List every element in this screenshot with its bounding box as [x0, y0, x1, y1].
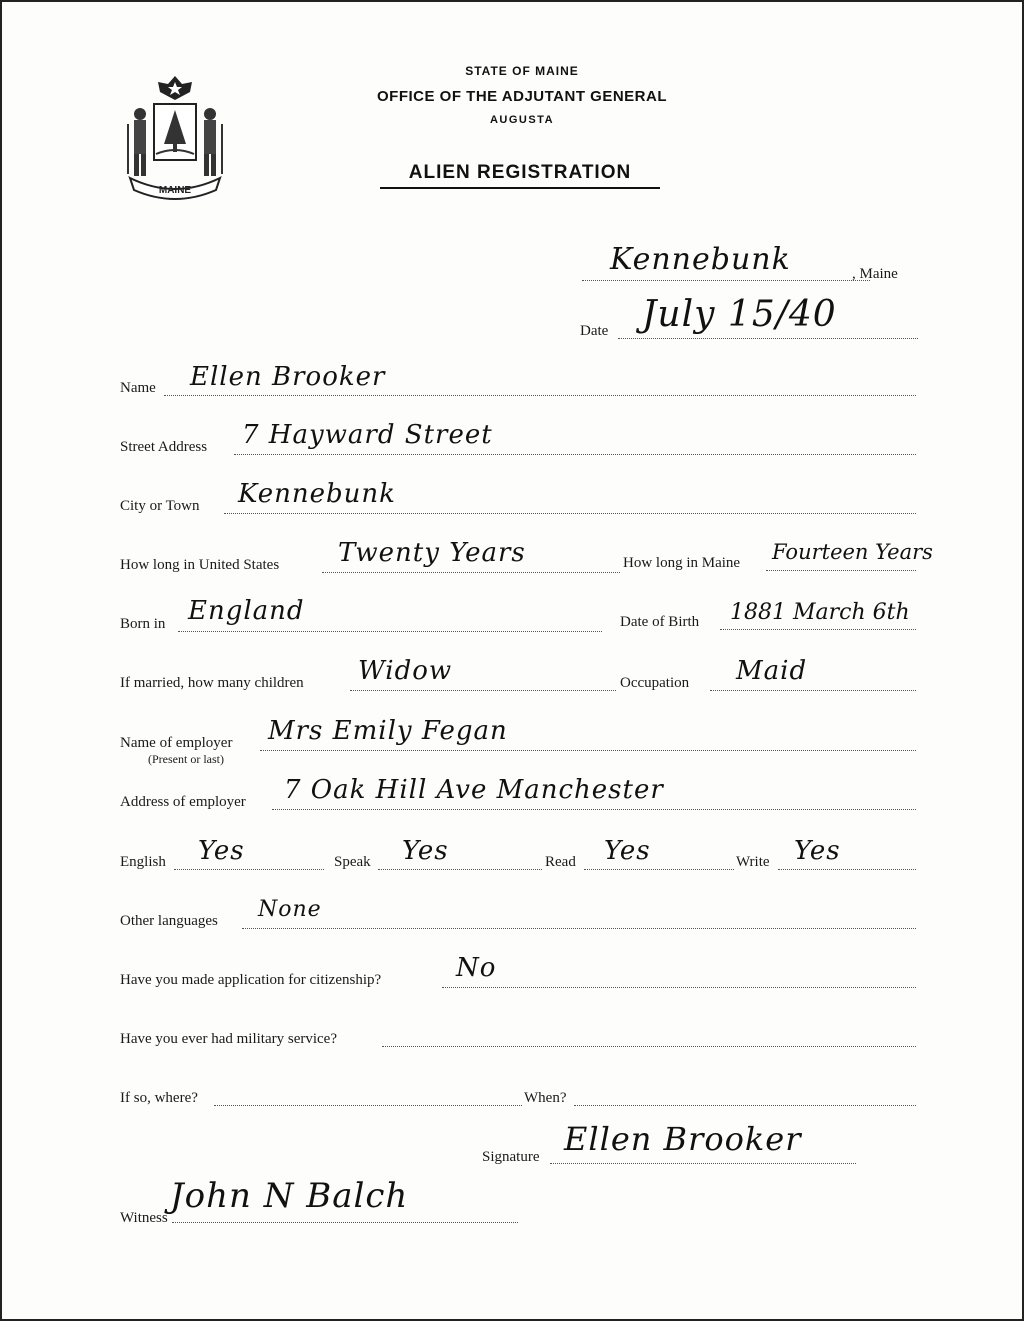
date-of-birth-line — [720, 629, 916, 630]
svg-text:MAINE: MAINE — [158, 185, 192, 196]
employer-line — [260, 750, 916, 751]
write-label: Write — [736, 854, 770, 870]
city-heading: AUGUSTA — [489, 114, 555, 126]
english-label: English — [120, 854, 166, 870]
date-of-birth-label: Date of Birth — [620, 614, 700, 630]
born-in-line — [178, 631, 602, 632]
other-languages-label: Other languages — [120, 913, 218, 929]
english-line — [174, 869, 324, 870]
read-line — [584, 869, 734, 870]
town-value: Kennebunk — [610, 242, 791, 277]
write-value: Yes — [794, 836, 841, 866]
how-long-us-label: How long in United States — [120, 557, 280, 573]
how-long-maine-label: How long in Maine — [623, 555, 741, 571]
where-label: If so, where? — [120, 1090, 198, 1106]
occupation-value: Maid — [736, 656, 808, 686]
witness-line — [172, 1222, 518, 1223]
town-line — [582, 280, 870, 281]
speak-line — [378, 869, 542, 870]
children-label: If married, how many children — [120, 675, 304, 691]
occupation-label: Occupation — [620, 675, 690, 691]
how-long-maine-line — [766, 570, 916, 571]
children-line — [350, 690, 616, 691]
name-line — [164, 395, 916, 396]
employer-address-line — [272, 809, 916, 810]
date-value: July 15/40 — [642, 294, 837, 335]
employer-value: Mrs Emily Fegan — [268, 716, 508, 746]
military-line — [382, 1046, 916, 1047]
employer-address-value: 7 Oak Hill Ave Manchester — [284, 775, 664, 805]
street-value: 7 Hayward Street — [242, 420, 493, 450]
how-long-maine-value: Fourteen Years — [772, 540, 933, 564]
read-label: Read — [545, 854, 576, 870]
read-value: Yes — [604, 836, 651, 866]
children-value: Widow — [358, 656, 453, 686]
write-line — [778, 869, 916, 870]
other-languages-line — [242, 928, 916, 929]
date-label: Date — [580, 323, 609, 339]
employer-address-label: Address of employer — [120, 794, 246, 810]
date-of-birth-value: 1881 March 6th — [730, 600, 910, 625]
born-in-value: England — [188, 596, 305, 626]
how-long-us-line — [322, 572, 620, 573]
witness-label: Witness — [120, 1210, 168, 1226]
witness-value: John N Balch — [170, 1176, 409, 1216]
street-line — [234, 454, 916, 455]
speak-value: Yes — [402, 836, 449, 866]
citizenship-line — [442, 987, 916, 988]
form-title: ALIEN REGISTRATION — [380, 162, 660, 189]
signature-value: Ellen Brooker — [564, 1120, 802, 1158]
signature-label: Signature — [482, 1149, 540, 1165]
date-line — [618, 338, 918, 339]
citizenship-value: No — [456, 953, 497, 983]
employer-note: (Present or last) — [148, 752, 224, 766]
city-value: Kennebunk — [238, 479, 396, 509]
maine-label: , Maine — [852, 266, 898, 282]
where-line — [214, 1105, 522, 1106]
name-value: Ellen Brooker — [190, 362, 386, 392]
occupation-line — [710, 690, 916, 691]
signature-line — [550, 1163, 856, 1164]
office-heading: OFFICE OF THE ADJUTANT GENERAL — [377, 88, 667, 105]
military-label: Have you ever had military service? — [120, 1031, 337, 1047]
born-in-label: Born in — [120, 616, 166, 632]
state-heading: STATE OF MAINE — [465, 64, 579, 78]
english-value: Yes — [198, 836, 245, 866]
speak-label: Speak — [334, 854, 371, 870]
street-label: Street Address — [120, 439, 208, 455]
when-label: When? — [524, 1090, 567, 1106]
city-label: City or Town — [120, 498, 200, 514]
when-line — [574, 1105, 916, 1106]
city-line — [224, 513, 916, 514]
other-languages-value: None — [258, 897, 322, 922]
name-label: Name — [120, 380, 156, 396]
maine-state-seal-icon — [120, 74, 230, 202]
how-long-us-value: Twenty Years — [338, 538, 526, 568]
employer-label: Name of employer — [120, 735, 233, 751]
citizenship-label: Have you made application for citizenship? — [120, 972, 382, 988]
